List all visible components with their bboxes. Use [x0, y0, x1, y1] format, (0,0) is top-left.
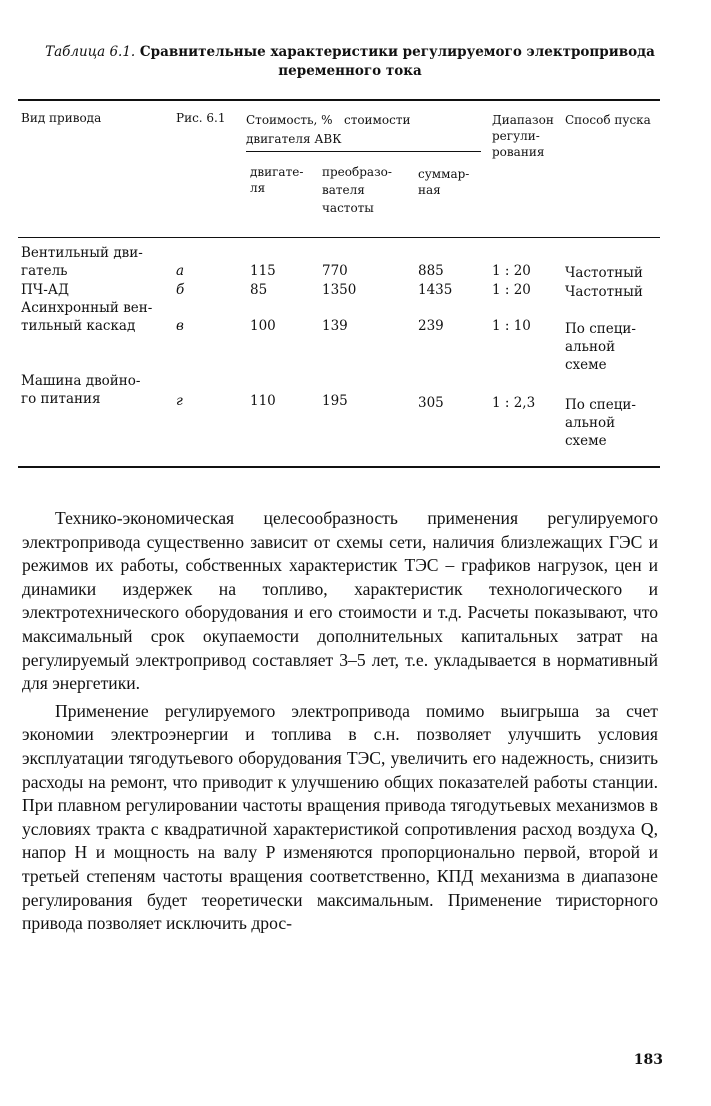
row-4-fig: г	[176, 393, 183, 409]
row-1-motor: 115	[250, 263, 276, 279]
header-cost-motor-2: ля	[250, 181, 266, 195]
header-range-2: регули-	[492, 129, 540, 143]
row-4-range: 1 : 2,3	[492, 395, 536, 411]
row-2-converter: 1350	[322, 282, 357, 298]
row-2-motor: 85	[250, 282, 268, 298]
row-2-total: 1435	[418, 282, 453, 298]
row-4-name-2: го питания	[21, 391, 101, 407]
row-4-start-2: альной	[565, 415, 616, 431]
row-4-start-1: По специ-	[565, 397, 636, 413]
header-drive-type: Вид привода	[21, 111, 102, 125]
row-1-fig: а	[176, 263, 185, 279]
row-3-start-1: По специ-	[565, 321, 636, 337]
row-1-name-1: Вентильный дви-	[21, 245, 143, 261]
table-caption	[30, 43, 670, 81]
header-fig: Рис. 6.1	[176, 111, 226, 125]
header-cost-group-2: двигателя АВК	[246, 132, 342, 146]
page-number: 183	[633, 1052, 663, 1068]
header-cost-converter-2: вателя	[322, 183, 365, 197]
header-range-1: Диапазон	[492, 113, 554, 127]
row-3-name-1: Асинхронный вен-	[21, 300, 153, 316]
row-4-start-3: схеме	[565, 433, 607, 449]
row-3-motor: 100	[250, 318, 276, 334]
paragraph-1: Технико-экономическая целесообразность применения регулируемого электропривода существенно зависит от схемы сети, наличия близлежащих ГЭС и режимов их работы, собственных характеристик ТЭС – графиков нагрузок, цен и динамики издержек на топливо, характеристик технологического и электротехнического оборудования и его стоимости и т.д. Расчеты показывают, что максимальный срок окупаемости дополнительных капитальных затрат на регулируемый электропривод составляет 3–5 лет, т.е. укладывается в нормативный для энергетики.	[22, 508, 658, 694]
table-top-rule	[18, 99, 660, 101]
row-1-name-2: гатель	[21, 263, 68, 279]
row-3-total: 239	[418, 318, 444, 334]
row-2-fig: б	[176, 282, 185, 298]
caption-title: Сравнительные характеристики регулируемого электропривода	[139, 44, 655, 60]
cost-group-rule	[246, 151, 481, 152]
row-4-converter: 195	[322, 393, 348, 409]
row-2-start: Частотный	[565, 284, 643, 300]
row-3-fig: в	[176, 318, 184, 334]
row-1-range: 1 : 20	[492, 263, 531, 279]
row-4-total: 305	[418, 395, 444, 411]
row-3-name-2: тильный каскад	[21, 318, 136, 334]
header-bottom-rule	[18, 237, 660, 238]
row-2-range: 1 : 20	[492, 282, 531, 298]
row-2-name-1: ПЧ-АД	[21, 282, 69, 298]
caption-line-2: переменного тока	[278, 63, 422, 79]
header-cost-converter-3: частоты	[322, 201, 374, 215]
header-cost-group-1: Стоимость, % стоимости	[246, 113, 411, 127]
row-4-motor: 110	[250, 393, 276, 409]
paragraph-2: Применение регулируемого электропривода помимо выигрыша за счет экономии электроэнергии и топлива в с.н. позволяет улучшить условия эксплуатации тягодутьевого оборудования ТЭС, увеличить его надежность, снизить расходы на ремонт, что приводит к улучшению общих показателей работы станции. При плавном регулировании частоты вращения привода тягодутьевых механизмов в условиях тракта с квадратичной характеристикой сопротивления расход воздуха Q, напор H и мощность на валу P изменяются пропорционально первой, второй и третьей степеням частоты вращения соответственно, КПД механизма в диапазоне регулирования будет теоретически максимальным. Применение тиристорного привода позволяет исключить дрос-	[22, 700, 658, 934]
header-cost-total-1: суммар-	[418, 167, 470, 181]
row-3-range: 1 : 10	[492, 318, 531, 334]
header-start-method: Способ пуска	[565, 113, 651, 127]
table-bottom-rule	[18, 466, 660, 468]
row-1-total: 885	[418, 263, 444, 279]
row-4-name-1: Машина двойно-	[21, 373, 141, 389]
row-1-start: Частотный	[565, 265, 643, 281]
caption-prefix: Таблица 6.1.	[45, 44, 136, 60]
row-3-start-2: альной	[565, 339, 616, 355]
header-cost-converter-1: преобразо-	[322, 165, 392, 179]
row-1-converter: 770	[322, 263, 348, 279]
header-cost-motor-1: двигате-	[250, 165, 304, 179]
row-3-start-3: схеме	[565, 357, 607, 373]
row-3-converter: 139	[322, 318, 348, 334]
body-text	[22, 507, 658, 936]
header-cost-total-2: ная	[418, 183, 441, 197]
header-range-3: рования	[492, 145, 545, 159]
caption-line-1	[30, 43, 670, 62]
